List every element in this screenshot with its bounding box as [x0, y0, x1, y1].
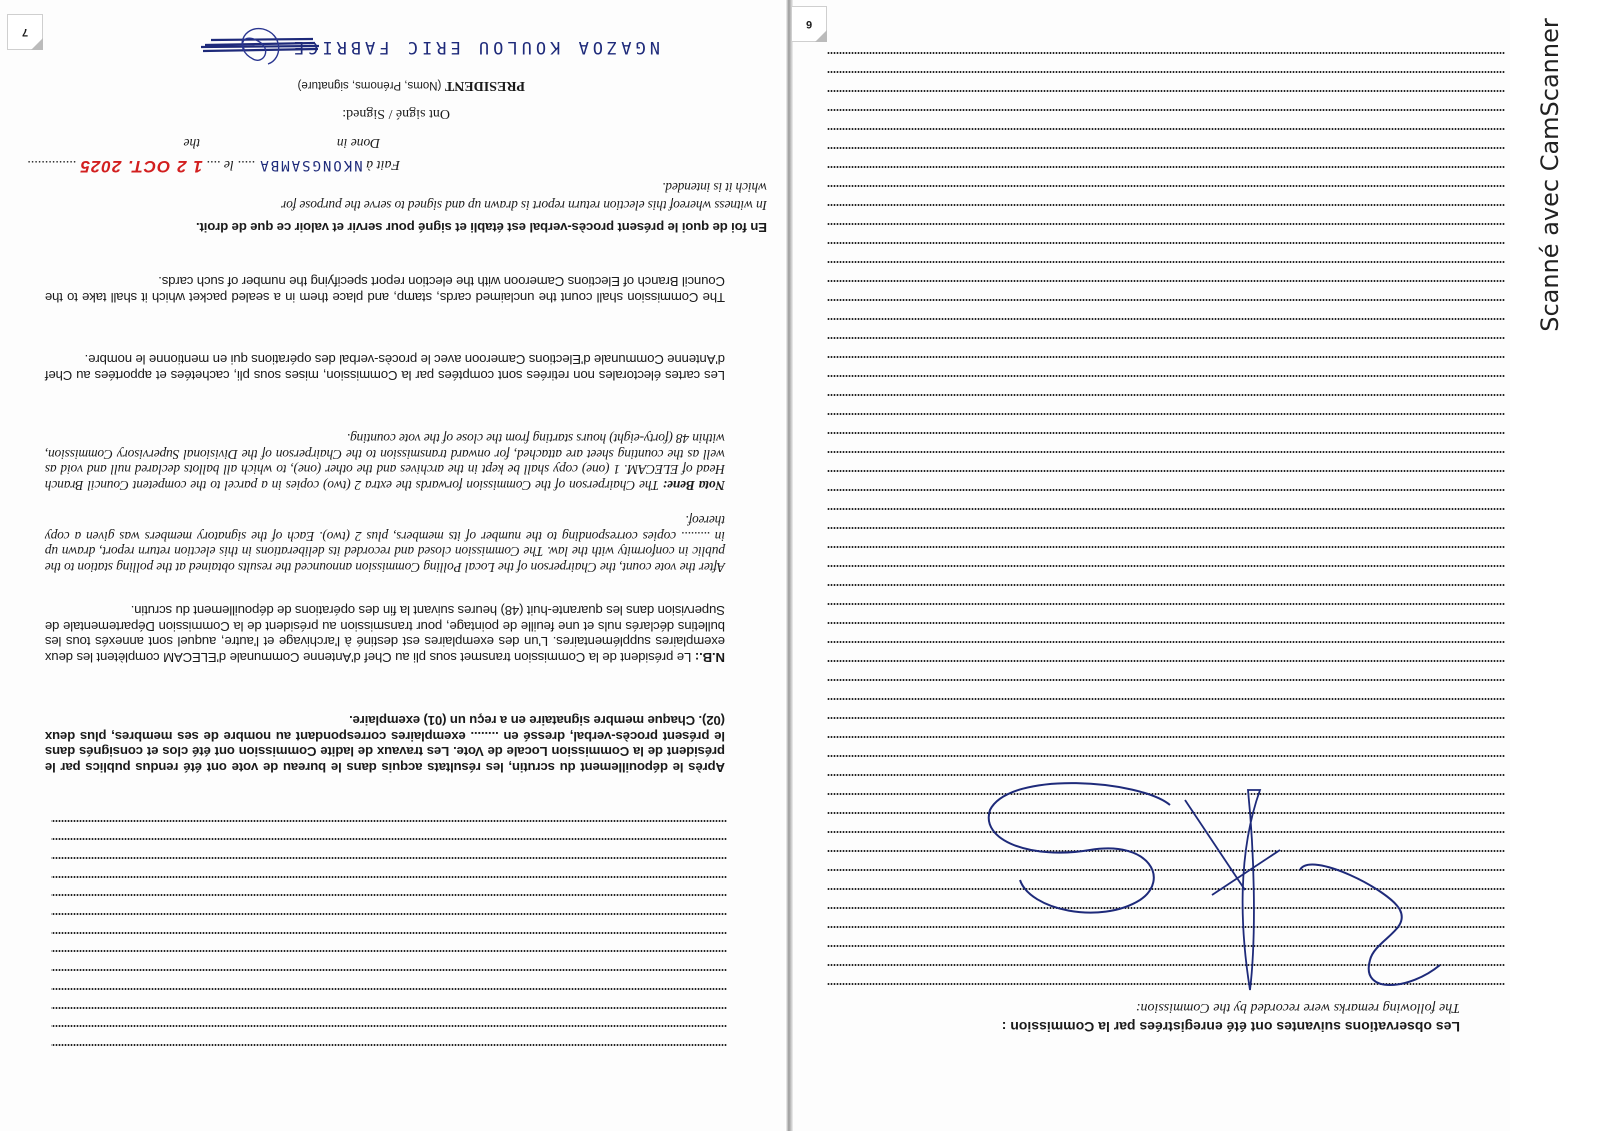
- blank-line: [827, 71, 1505, 73]
- blank-line: [827, 90, 1505, 92]
- blank-line: [827, 489, 1505, 491]
- left-page: [0, 0, 785, 1131]
- blank-line: [51, 988, 727, 990]
- text-apres-fr: Après le dépouillement du scrutin, les résultats acquis dans le bureau de vote ont été rendus publics par le président de la Commission Locale de Vote. Les travaux de ladite Commission ont été clos et consignés dans le présent procès-verbal, dressé en ........ exemplaires correspondant au nombre de ses membres, plus deux (02). Chaque membre signataire en a reçu un (01) exemplaire.: [45, 713, 725, 775]
- blank-line: [827, 736, 1505, 738]
- le-label: le: [223, 157, 234, 172]
- paragraph-cartes-fr: [45, 352, 725, 383]
- blank-line: [827, 432, 1505, 434]
- blank-line: [827, 698, 1505, 700]
- blank-line: [51, 951, 727, 953]
- watermark-text: Scanné avec CamScanner: [1536, 18, 1564, 332]
- text-after-en: After the vote count, the Chairperson of the Local Polling Commission announced the results obtained at the polling station to the public in conformity with the law. The Commission closed and recorded its deliberations in this election return report, drawn up in ......... copies corresponding to the number of its members, plus 2 (two). Each of the signatory members was given a copy thereof.: [45, 513, 725, 575]
- paragraph-nota-bene: [45, 431, 725, 493]
- text-witness-2: which it is intended.: [662, 180, 767, 195]
- blank-line: [827, 622, 1505, 624]
- blank-line: [51, 857, 727, 859]
- blank-line: [827, 261, 1505, 263]
- blank-line: [827, 413, 1505, 415]
- paragraph-after-en: [45, 513, 725, 575]
- text-witness-1: In witness whereof this election return report is drawn up and signed to serve the purpose for: [281, 198, 767, 213]
- blank-line: [827, 318, 1505, 320]
- blank-line: [827, 679, 1505, 681]
- blank-line: [827, 394, 1505, 396]
- blank-line: [827, 641, 1505, 643]
- blank-line: [827, 470, 1505, 472]
- handwritten-place: NKONGSAMBA: [258, 157, 363, 173]
- blank-line: [827, 204, 1505, 206]
- blank-line: [827, 584, 1505, 586]
- blank-line: [827, 147, 1505, 149]
- blank-line: [51, 1044, 727, 1046]
- blank-line: [51, 932, 727, 934]
- blank-line: [827, 660, 1505, 662]
- blank-line: [827, 356, 1505, 358]
- done-in-label: Done in: [336, 136, 380, 151]
- date-stamp: 1 2 OCT. 2025: [79, 157, 203, 176]
- president-line: [298, 77, 525, 93]
- right-page: [793, 0, 1510, 1131]
- blank-line: [827, 166, 1505, 168]
- blank-line: [51, 838, 727, 840]
- text-cards-en: The Commission shall count the unclaimed cards, stamp, and place them in a sealed packet which it shall take to the Council Branch of Elections Cameroon with the election report specifying the number of such cards.: [45, 274, 725, 305]
- signed-label: Ont signé / Signed:: [342, 106, 450, 121]
- handwritten-president-name: NGAZOA KOULOU ERIC FABRICE: [289, 37, 660, 57]
- handwritten-signature-icon: [980, 775, 1470, 1000]
- nb-label: N.B.:: [694, 650, 725, 665]
- nota-bene-label: Nota Bene:: [662, 478, 725, 493]
- paragraph-cards-en: [45, 274, 725, 305]
- president-signature-icon: [198, 21, 323, 69]
- blank-line: [51, 969, 727, 971]
- book-gutter: [786, 0, 793, 1131]
- text-nota-en: The Chairperson of the Commission forwards the extra 2 (two) copies in a parcel to the competent Council Branch Head of ELECAM. 1 (one) copy shall be kept in the archives and the other (one), to which all ballots declared null and void as well as the counting sheet are attached, for onward transmission to the Chairperson of the Divisional Supervisory Commission, within 48 (forty-eight) hours starting from the close of the vote counting.: [45, 431, 725, 493]
- blank-line: [827, 755, 1505, 757]
- text-en-foi: En foi de quoi le présent procès-verbal est établi et signé pour servir et valoir ce que de droit.: [196, 220, 767, 235]
- blank-line: [827, 565, 1505, 567]
- blank-line: [827, 603, 1505, 605]
- blank-line: [51, 1025, 727, 1027]
- blank-line: [827, 185, 1505, 187]
- page-number-right: 6: [791, 6, 827, 42]
- blank-line: [827, 375, 1505, 377]
- blank-line: [827, 128, 1505, 130]
- blank-line: [827, 223, 1505, 225]
- blank-line: [827, 280, 1505, 282]
- blank-line: [827, 546, 1505, 548]
- observations-en: The following remarks were recorded by the Commission:: [1135, 1000, 1460, 1015]
- text-cartes-fr: Les cartes électorales non retirées sont comptées par la Commission, mises sous pli, cachetées et apportées au Chef d'Antenne Communale d'Elections Cameroon avec le procès-verbal des opérations qui en mentionne le nombre.: [45, 352, 725, 383]
- president-hint: (Noms, Prénoms, signature): [297, 79, 442, 91]
- blank-line: [827, 717, 1505, 719]
- blank-line: [827, 109, 1505, 111]
- blank-line: [827, 508, 1505, 510]
- fait-a-label: Fait à: [366, 157, 400, 172]
- paragraph-apres-fr: [45, 713, 725, 775]
- blank-line: [51, 820, 727, 822]
- place-date-line: Fait à NKONGSAMBA ..... le .... 1 2 OCT. 2025 ..............: [27, 157, 400, 176]
- paragraph-witness-en-2: [467, 179, 767, 195]
- blank-line: [827, 299, 1505, 301]
- paragraph-en-foi-fr: [37, 219, 767, 235]
- paragraph-witness-en: [37, 197, 767, 213]
- the-label: the: [183, 136, 200, 151]
- blank-line: [827, 52, 1505, 54]
- blank-line: [827, 337, 1505, 339]
- paragraph-nb-fr: [45, 603, 725, 665]
- blank-line: [827, 451, 1505, 453]
- blank-line: [51, 894, 727, 896]
- blank-line: [827, 527, 1505, 529]
- observations-fr: Les observations suivantes ont été enregistrées par la Commission :: [1001, 1019, 1460, 1035]
- blank-line: [827, 242, 1505, 244]
- blank-line: [51, 913, 727, 915]
- page-number-left: 7: [7, 14, 43, 50]
- blank-line: [51, 876, 727, 878]
- blank-line: [51, 1007, 727, 1009]
- camscanner-watermark: [1520, 10, 1580, 340]
- president-label: PRESIDENT: [444, 78, 525, 93]
- text-nb-fr: Le président de la Commission transmet sous pli au Chef d'Antenne Communale d'ELECAM complètent les deux exemplaires supplémentaires. L'un des exemplaires est destiné à l'archivage et l'autre, auquel sont annexés tous les bulletins déclarés nuls et une feuille de pointage, pour transmission au président de la Commission Départementale de Supervision dans les quarante-huit (48) heures suivant la fin des opérations de dépouillement du scrutin.: [45, 603, 725, 665]
